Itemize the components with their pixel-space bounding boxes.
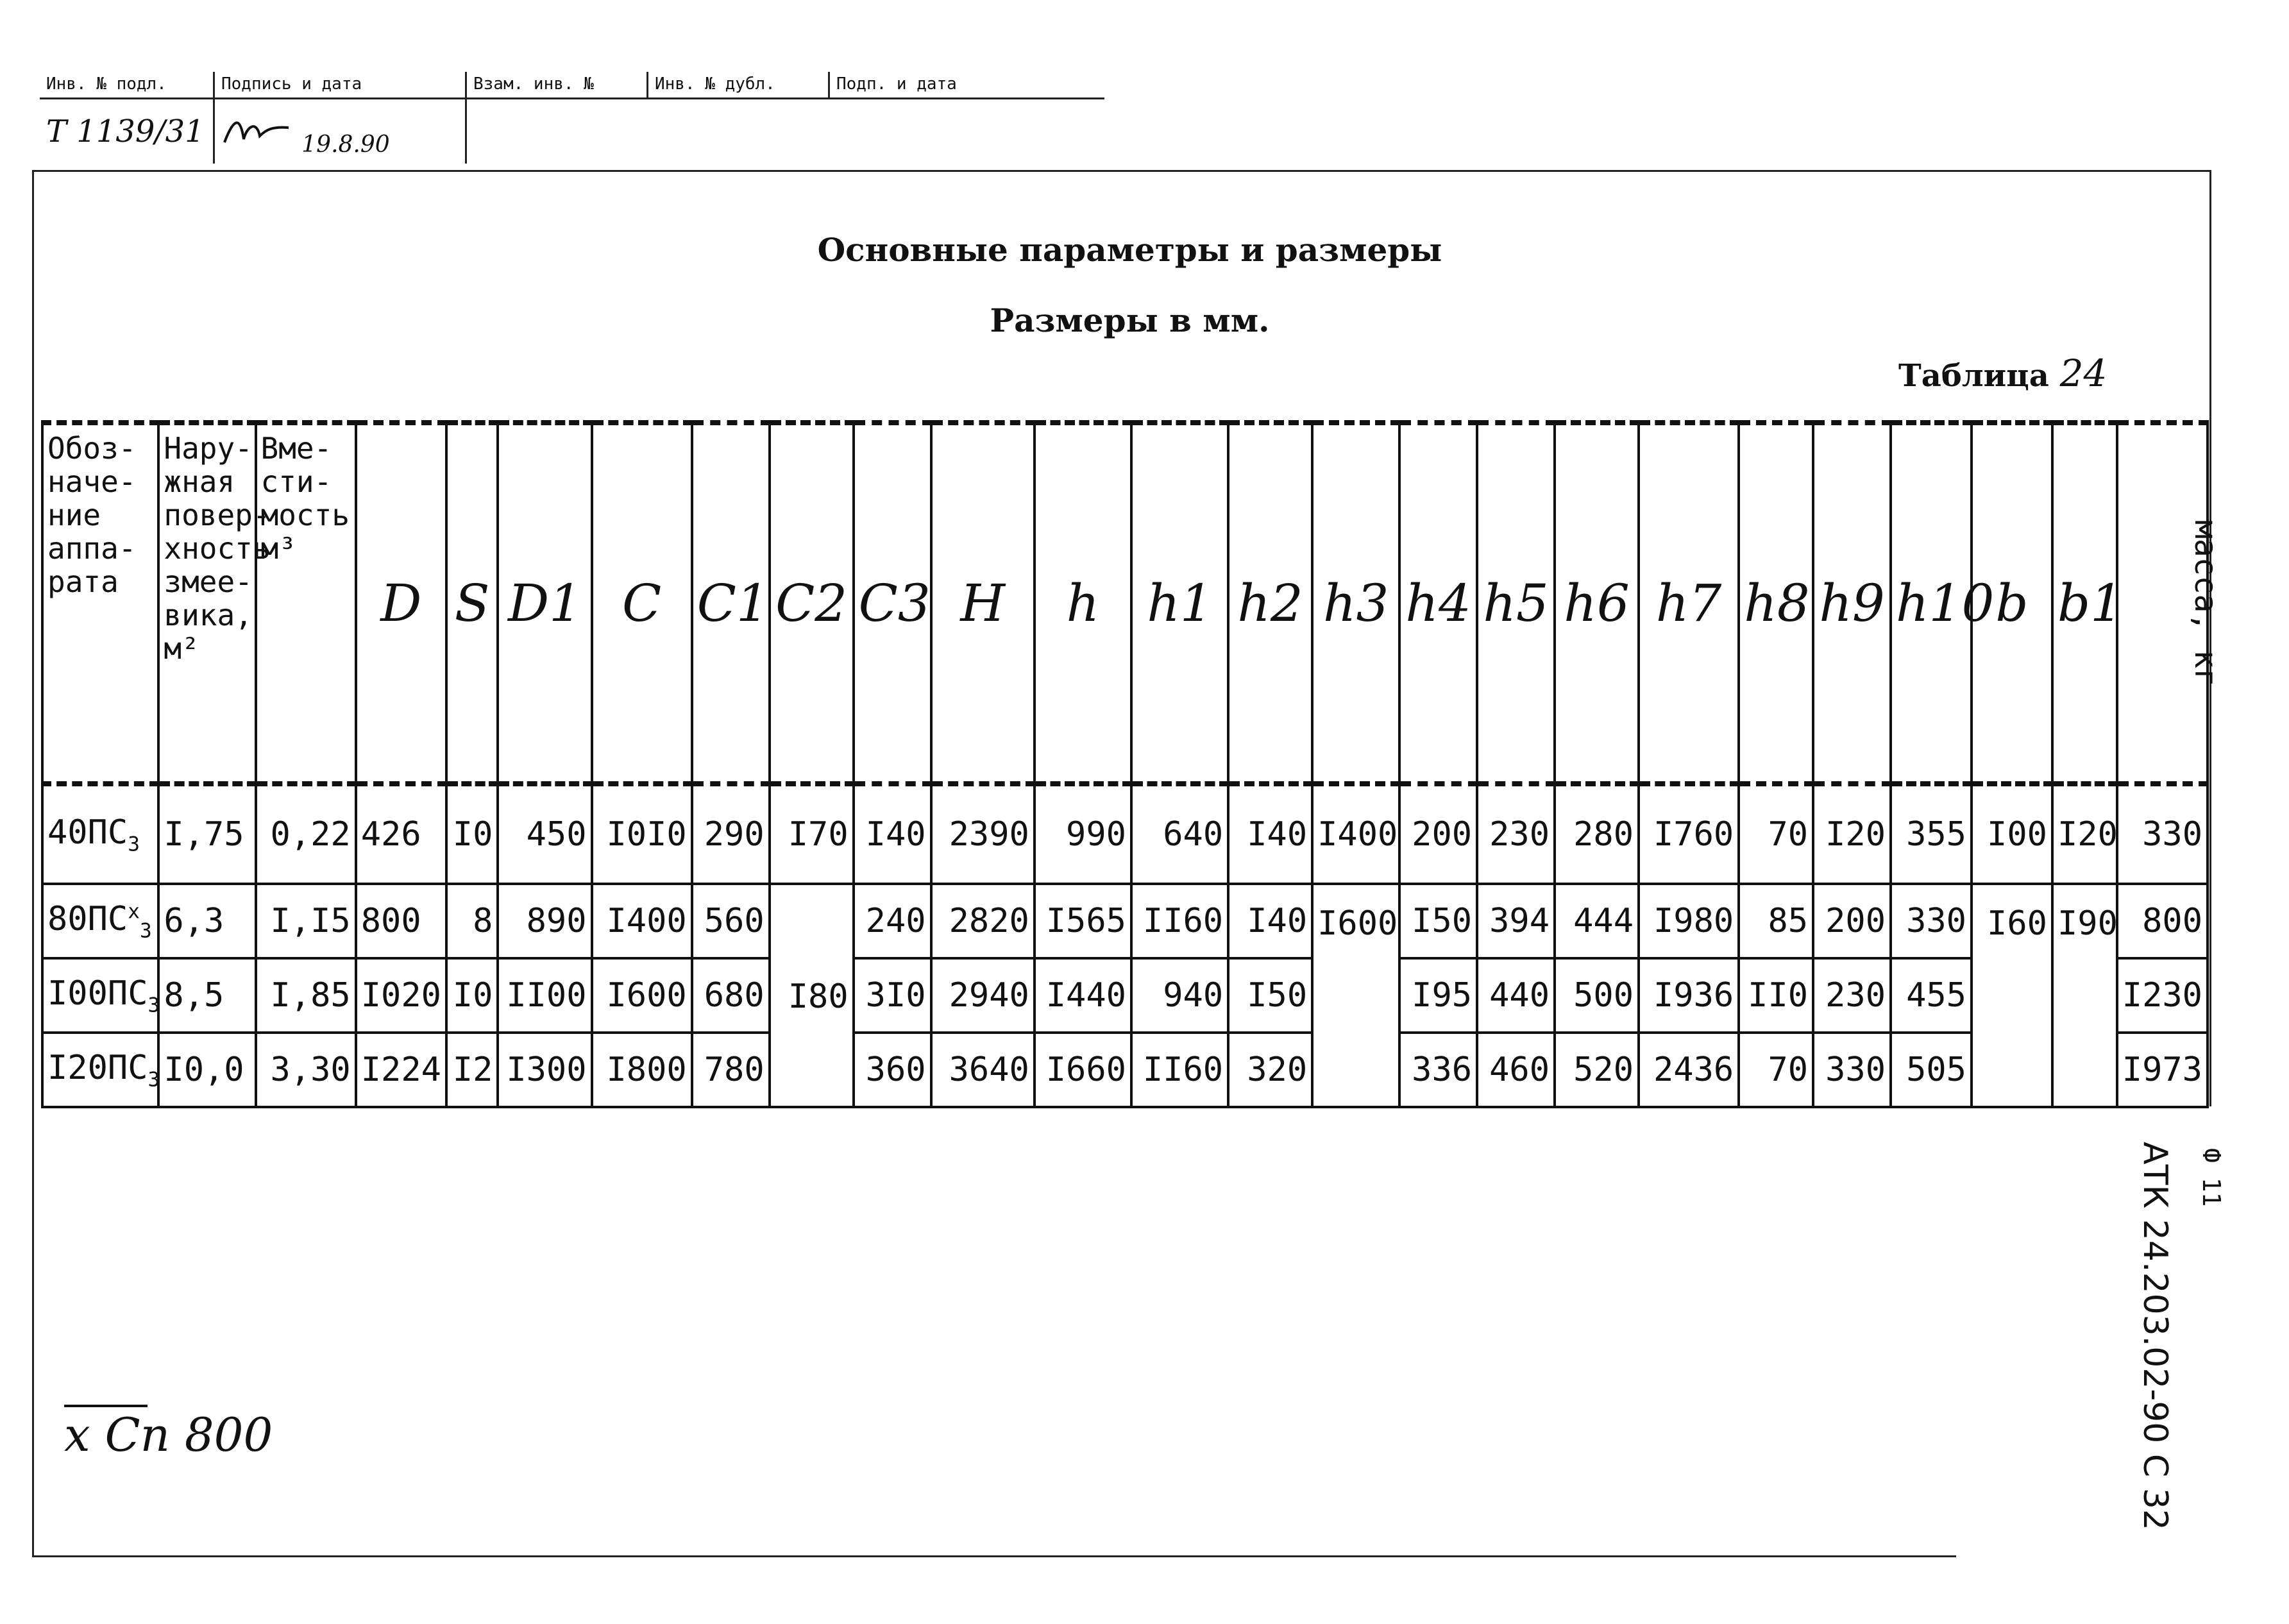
table-row — [42, 1033, 2208, 1107]
cell-mass: I973 — [2117, 1033, 2208, 1107]
cell-h: 990 — [1035, 784, 1131, 884]
stamp-inv-number: Т 1139/31 — [40, 99, 215, 164]
col-header: h — [1035, 423, 1131, 784]
cell-h: I565 — [1035, 884, 1131, 958]
cell-area: I,75 — [158, 784, 255, 884]
cell-C3: 360 — [854, 1033, 931, 1107]
cell-h4: I95 — [1399, 958, 1477, 1033]
cell-D: I020 — [356, 958, 446, 1033]
cell-h7: I980 — [1639, 884, 1739, 958]
signature-icon — [221, 124, 301, 160]
designation-sub: 3 — [140, 919, 152, 943]
col-header: масса, кг — [2187, 520, 2224, 687]
table-row — [42, 958, 2208, 1033]
frame-bottom-line — [32, 1555, 1956, 1557]
cell-D: 426 — [356, 784, 446, 884]
col-header-mass — [2117, 423, 2224, 784]
cell-h7: I936 — [1639, 958, 1739, 1033]
cell-C3: I40 — [854, 784, 931, 884]
col-header: C1 — [692, 423, 770, 784]
cell-D1: I300 — [498, 1033, 591, 1107]
designation-sub: 3 — [148, 1068, 160, 1092]
col-header: C3 — [854, 423, 931, 784]
cell-H: 2940 — [931, 958, 1035, 1033]
cell-C: I0I0 — [592, 784, 692, 884]
cell-C2: I80 — [770, 958, 854, 1107]
cell-C: I600 — [592, 958, 692, 1033]
cell-h9: I20 — [1813, 784, 1891, 884]
format-code: Ф 11 — [2197, 1148, 2226, 1207]
cell-h7: 2436 — [1639, 1033, 1739, 1107]
col-header: h3 — [1312, 423, 1399, 784]
cell-H: 3640 — [931, 1033, 1035, 1107]
col-header: h6 — [1555, 423, 1639, 784]
table-label — [1898, 351, 2107, 395]
cell-h4: I50 — [1399, 884, 1477, 958]
col-header: Вме-сти-мость м³ — [256, 423, 356, 784]
cell-volume: 0,22 — [256, 784, 356, 884]
cell-h8: 85 — [1739, 884, 1813, 958]
cell-mass: I230 — [2117, 958, 2208, 1033]
cell-S: I2 — [446, 1033, 498, 1107]
cell-h7: I760 — [1639, 784, 1739, 884]
cell-h3: I600 — [1312, 884, 1399, 1107]
cell-h10: 455 — [1891, 958, 1972, 1033]
cell-h8: 70 — [1739, 1033, 1813, 1107]
stamp-empty-cell — [467, 99, 646, 164]
cell-h9: 200 — [1813, 884, 1891, 958]
designation-sub: 3 — [128, 833, 140, 856]
cell-S: I0 — [446, 784, 498, 884]
cell-designation — [42, 1033, 158, 1107]
col-header: b — [1972, 423, 2052, 784]
cell-h4: 200 — [1399, 784, 1477, 884]
cell-mass: 330 — [2117, 784, 2208, 884]
cell-b1: I90 — [2052, 884, 2117, 1107]
cell-designation — [42, 784, 158, 884]
stamp-header: Подп. и дата — [836, 74, 957, 94]
col-header: D1 — [498, 423, 591, 784]
cell-mass: 800 — [2117, 884, 2208, 958]
col-header: S — [446, 423, 498, 784]
cell-C3: 240 — [854, 884, 931, 958]
cell-C1: 290 — [692, 784, 770, 884]
col-header: h8 — [1739, 423, 1813, 784]
cell-C: I800 — [592, 1033, 692, 1107]
cell-h6: 500 — [1555, 958, 1639, 1033]
designation-text: 80ПС — [47, 899, 128, 938]
cell-area: I0,0 — [158, 1033, 255, 1107]
table-header-row — [42, 423, 2208, 784]
designation-text: 40ПС — [47, 813, 128, 852]
cell-area: 8,5 — [158, 958, 255, 1033]
cell-h3: I400 — [1312, 784, 1399, 884]
cell-h2: 320 — [1228, 1033, 1312, 1107]
parameters-table — [41, 420, 2224, 1108]
cell-h5: 460 — [1477, 1033, 1555, 1107]
footnote: x Сп 800 — [64, 1408, 273, 1462]
stamp-signature-date — [215, 99, 467, 164]
cell-H: 2390 — [931, 784, 1035, 884]
cell-h5: 230 — [1477, 784, 1555, 884]
col-header: D — [356, 423, 446, 784]
cell-h6: 280 — [1555, 784, 1639, 884]
cell-h10: 330 — [1891, 884, 1972, 958]
cell-D1: 890 — [498, 884, 591, 958]
col-header: h5 — [1477, 423, 1555, 784]
cell-volume: I,I5 — [256, 884, 356, 958]
designation-text: I20ПС — [47, 1048, 148, 1087]
cell-D: 800 — [356, 884, 446, 958]
stamp-block — [40, 72, 1104, 168]
col-header: h7 — [1639, 423, 1739, 784]
stamp-header-row — [40, 72, 1104, 99]
col-header: h1 — [1131, 423, 1228, 784]
col-header: C2 — [770, 423, 854, 784]
designation-text: I00ПС — [47, 974, 148, 1013]
cell-volume: I,85 — [256, 958, 356, 1033]
cell-h: I440 — [1035, 958, 1131, 1033]
table-number: 24 — [2059, 351, 2107, 395]
frame-top-line — [32, 170, 2209, 172]
designation-sup: x — [128, 900, 140, 924]
cell-h8: II0 — [1739, 958, 1813, 1033]
designation-sub: 3 — [148, 994, 160, 1017]
stamp-header: Подпись и дата — [215, 72, 467, 97]
cell-C1: 780 — [692, 1033, 770, 1107]
col-header: Обоз-наче-ние аппа-рата — [42, 423, 158, 784]
cell-area: 6,3 — [158, 884, 255, 958]
cell-h6: 520 — [1555, 1033, 1639, 1107]
table-row — [42, 884, 2208, 958]
cell-h10: 505 — [1891, 1033, 1972, 1107]
cell-h6: 444 — [1555, 884, 1639, 958]
cell-h10: 355 — [1891, 784, 1972, 884]
cell-C3: 3I0 — [854, 958, 931, 1033]
cell-h2: I40 — [1228, 884, 1312, 958]
frame-left-line — [32, 170, 34, 1555]
cell-C2: I70 — [770, 784, 854, 884]
col-header: h9 — [1813, 423, 1891, 784]
cell-h5: 440 — [1477, 958, 1555, 1033]
cell-h2: I50 — [1228, 958, 1312, 1033]
cell-h1: II60 — [1131, 884, 1228, 958]
table-label-text: Таблица — [1898, 358, 2049, 394]
cell-C2 — [770, 884, 854, 958]
col-header: H — [931, 423, 1035, 784]
cell-C1: 680 — [692, 958, 770, 1033]
col-header: h2 — [1228, 423, 1312, 784]
col-header: h4 — [1399, 423, 1477, 784]
cell-h1: 640 — [1131, 784, 1228, 884]
cell-h4: 336 — [1399, 1033, 1477, 1107]
cell-D: I224 — [356, 1033, 446, 1107]
page-title: Основные параметры и размеры — [817, 231, 1442, 269]
cell-C: I400 — [592, 884, 692, 958]
col-header: b1 — [2052, 423, 2117, 784]
stamp-header: Взам. инв. № — [467, 72, 648, 97]
cell-b: I00 — [1972, 784, 2052, 884]
stamp-header: Инв. № дубл. — [648, 72, 830, 97]
cell-b1: I20 — [2052, 784, 2117, 884]
cell-h1: 940 — [1131, 958, 1228, 1033]
cell-h2: I40 — [1228, 784, 1312, 884]
cell-S: 8 — [446, 884, 498, 958]
col-header: C — [592, 423, 692, 784]
cell-h5: 394 — [1477, 884, 1555, 958]
cell-h1: II60 — [1131, 1033, 1228, 1107]
cell-b: I60 — [1972, 884, 2052, 1107]
stamp-date: 19.8.90 — [301, 131, 390, 158]
stamp-values-row — [40, 99, 1104, 164]
cell-S: I0 — [446, 958, 498, 1033]
table-row — [42, 784, 2208, 884]
cell-H: 2820 — [931, 884, 1035, 958]
cell-h9: 230 — [1813, 958, 1891, 1033]
cell-designation — [42, 884, 158, 958]
stamp-header: Инв. № подл. — [40, 72, 215, 97]
cell-h: I660 — [1035, 1033, 1131, 1107]
cell-D1: II00 — [498, 958, 591, 1033]
cell-volume: 3,30 — [256, 1033, 356, 1107]
document-code: АТК 24.203.02-90 С 32 — [2136, 1142, 2174, 1530]
cell-designation — [42, 958, 158, 1033]
page-subtitle: Размеры в мм. — [990, 301, 1270, 339]
cell-D1: 450 — [498, 784, 591, 884]
footnote-divider — [64, 1405, 148, 1407]
col-header: Нару-жная повер-хность змее-вика, м² — [158, 423, 255, 784]
cell-C1: 560 — [692, 884, 770, 958]
cell-h8: 70 — [1739, 784, 1813, 884]
col-header: h10 — [1891, 423, 1972, 784]
cell-h9: 330 — [1813, 1033, 1891, 1107]
